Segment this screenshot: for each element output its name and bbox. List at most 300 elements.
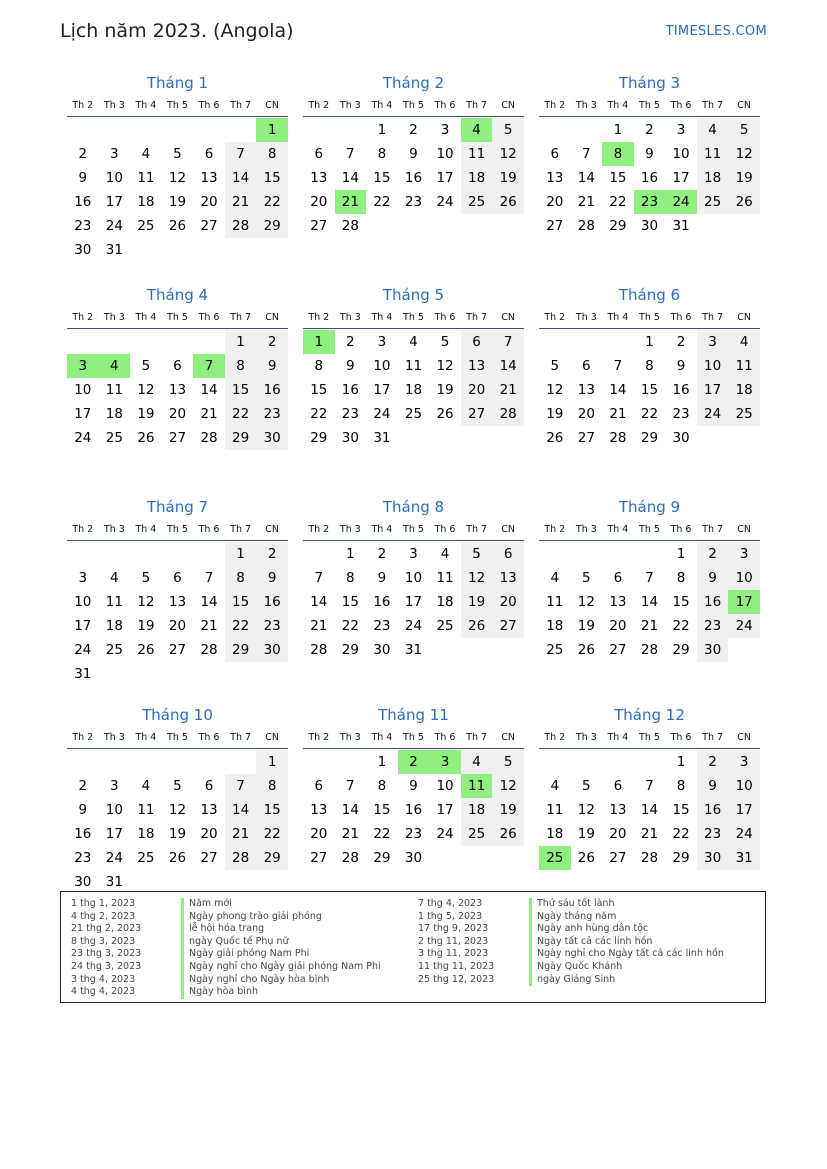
day-cell[interactable]: 20 <box>577 406 595 422</box>
day-cell[interactable]: 1 <box>225 330 257 354</box>
day-cell[interactable]: 24 <box>728 614 760 638</box>
day-cell[interactable]: 16 <box>256 378 288 402</box>
day-cell[interactable]: 14 <box>341 170 359 186</box>
day-cell[interactable]: 10 <box>105 170 123 186</box>
day-cell[interactable]: 14 <box>577 170 595 186</box>
day-cell[interactable]: 25 <box>546 642 564 658</box>
day-cell[interactable]: 18 <box>436 594 454 610</box>
day-cell[interactable]: 20 <box>310 194 328 210</box>
day-cell[interactable]: 9 <box>697 774 729 798</box>
day-cell[interactable]: 22 <box>256 190 288 214</box>
day-cell[interactable]: 5 <box>492 118 524 142</box>
day-cell[interactable]: 21 <box>609 406 627 422</box>
day-cell[interactable]: 22 <box>672 618 690 634</box>
day-cell[interactable]: 2 <box>256 330 288 354</box>
day-cell[interactable]: 25 <box>697 190 729 214</box>
day-cell[interactable]: 15 <box>373 802 391 818</box>
day-cell[interactable]: 28 <box>200 430 218 446</box>
day-cell[interactable]: 8 <box>377 146 387 162</box>
day-cell[interactable]: 25 <box>461 822 493 846</box>
day-cell[interactable]: 20 <box>461 378 493 402</box>
day-cell[interactable]: 27 <box>310 850 328 866</box>
day-cell[interactable]: 2 <box>256 542 288 566</box>
day-cell[interactable]: 12 <box>546 382 564 398</box>
day-cell[interactable]: 26 <box>728 190 760 214</box>
day-cell[interactable]: 30 <box>373 642 391 658</box>
day-cell[interactable]: 31 <box>74 666 92 682</box>
day-cell[interactable]: 16 <box>640 170 659 186</box>
day-cell[interactable]: 15 <box>640 382 659 398</box>
day-cell[interactable]: 14 <box>225 166 257 190</box>
day-cell[interactable]: 7 <box>225 774 257 798</box>
holiday-day-cell[interactable]: 11 <box>461 774 493 798</box>
day-cell[interactable]: 28 <box>492 402 524 426</box>
day-cell[interactable]: 11 <box>546 802 564 818</box>
day-cell[interactable]: 2 <box>377 546 387 562</box>
day-cell[interactable]: 17 <box>672 170 690 186</box>
day-cell[interactable]: 4 <box>550 570 560 586</box>
day-cell[interactable]: 8 <box>377 778 387 794</box>
day-cell[interactable]: 15 <box>672 802 690 818</box>
day-cell[interactable]: 7 <box>645 570 654 586</box>
day-cell[interactable]: 28 <box>225 214 257 238</box>
day-cell[interactable]: 29 <box>672 850 690 866</box>
day-cell[interactable]: 10 <box>436 146 454 162</box>
day-cell[interactable]: 27 <box>609 642 627 658</box>
day-cell[interactable]: 18 <box>137 826 155 842</box>
day-cell[interactable]: 23 <box>697 614 729 638</box>
day-cell[interactable]: 15 <box>373 170 391 186</box>
day-cell[interactable]: 15 <box>672 594 690 610</box>
holiday-day-cell[interactable]: 4 <box>461 118 493 142</box>
day-cell[interactable]: 23 <box>256 402 288 426</box>
day-cell[interactable]: 11 <box>137 170 155 186</box>
day-cell[interactable]: 15 <box>256 798 288 822</box>
day-cell[interactable]: 6 <box>204 778 214 794</box>
day-cell[interactable]: 10 <box>373 358 391 374</box>
day-cell[interactable]: 7 <box>346 778 355 794</box>
day-cell[interactable]: 16 <box>672 382 690 398</box>
day-cell[interactable]: 28 <box>310 642 328 658</box>
day-cell[interactable]: 15 <box>609 170 627 186</box>
day-cell[interactable]: 11 <box>137 802 155 818</box>
day-cell[interactable]: 21 <box>577 194 595 210</box>
day-cell[interactable]: 27 <box>546 218 564 234</box>
day-cell[interactable]: 13 <box>609 594 627 610</box>
day-cell[interactable]: 15 <box>256 166 288 190</box>
day-cell[interactable]: 4 <box>697 118 729 142</box>
holiday-day-cell[interactable]: 24 <box>665 190 697 214</box>
day-cell[interactable]: 4 <box>461 750 493 774</box>
day-cell[interactable]: 5 <box>582 778 591 794</box>
day-cell[interactable]: 19 <box>168 194 187 210</box>
day-cell[interactable]: 24 <box>373 406 391 422</box>
day-cell[interactable]: 27 <box>200 850 218 866</box>
holiday-day-cell[interactable]: 21 <box>335 190 367 214</box>
day-cell[interactable]: 4 <box>141 778 151 794</box>
day-cell[interactable]: 26 <box>546 430 564 446</box>
day-cell[interactable]: 2 <box>697 542 729 566</box>
day-cell[interactable]: 16 <box>373 594 391 610</box>
day-cell[interactable]: 17 <box>436 170 454 186</box>
day-cell[interactable]: 16 <box>697 798 729 822</box>
day-cell[interactable]: 24 <box>697 402 729 426</box>
day-cell[interactable]: 8 <box>645 358 654 374</box>
day-cell[interactable]: 1 <box>225 542 257 566</box>
day-cell[interactable]: 8 <box>346 570 355 586</box>
day-cell[interactable]: 9 <box>645 146 654 162</box>
day-cell[interactable]: 30 <box>672 430 690 446</box>
day-cell[interactable]: 7 <box>204 570 214 586</box>
day-cell[interactable]: 9 <box>78 802 88 818</box>
day-cell[interactable]: 31 <box>404 642 423 658</box>
day-cell[interactable]: 17 <box>373 382 391 398</box>
holiday-day-cell[interactable]: 23 <box>634 190 666 214</box>
day-cell[interactable]: 7 <box>225 142 257 166</box>
day-cell[interactable]: 18 <box>461 798 493 822</box>
day-cell[interactable]: 28 <box>640 642 659 658</box>
day-cell[interactable]: 30 <box>697 846 729 870</box>
day-cell[interactable]: 12 <box>577 802 595 818</box>
day-cell[interactable]: 3 <box>440 122 450 138</box>
day-cell[interactable]: 14 <box>200 594 218 610</box>
day-cell[interactable]: 19 <box>577 618 595 634</box>
day-cell[interactable]: 14 <box>640 802 659 818</box>
day-cell[interactable]: 22 <box>373 194 391 210</box>
day-cell[interactable]: 22 <box>310 406 328 422</box>
day-cell[interactable]: 8 <box>256 142 288 166</box>
day-cell[interactable]: 28 <box>341 218 359 234</box>
day-cell[interactable]: 10 <box>436 778 454 794</box>
day-cell[interactable]: 27 <box>492 614 524 638</box>
day-cell[interactable]: 21 <box>640 618 659 634</box>
day-cell[interactable]: 26 <box>436 406 454 422</box>
day-cell[interactable]: 25 <box>105 430 123 446</box>
day-cell[interactable]: 8 <box>256 774 288 798</box>
day-cell[interactable]: 8 <box>225 566 257 590</box>
day-cell[interactable]: 19 <box>577 826 595 842</box>
day-cell[interactable]: 23 <box>404 194 423 210</box>
day-cell[interactable]: 22 <box>225 402 257 426</box>
day-cell[interactable]: 2 <box>676 334 686 350</box>
day-cell[interactable]: 1 <box>676 754 686 770</box>
day-cell[interactable]: 8 <box>676 570 686 586</box>
day-cell[interactable]: 2 <box>409 122 418 138</box>
day-cell[interactable]: 23 <box>404 826 423 842</box>
day-cell[interactable]: 20 <box>492 590 524 614</box>
day-cell[interactable]: 23 <box>697 822 729 846</box>
day-cell[interactable]: 7 <box>582 146 591 162</box>
day-cell[interactable]: 5 <box>173 778 182 794</box>
day-cell[interactable]: 12 <box>137 382 155 398</box>
day-cell[interactable]: 5 <box>141 358 151 374</box>
day-cell[interactable]: 5 <box>728 118 760 142</box>
day-cell[interactable]: 25 <box>105 642 123 658</box>
day-cell[interactable]: 17 <box>436 802 454 818</box>
day-cell[interactable]: 3 <box>676 122 686 138</box>
day-cell[interactable]: 4 <box>110 570 119 586</box>
day-cell[interactable]: 30 <box>74 242 92 258</box>
day-cell[interactable]: 1 <box>377 754 387 770</box>
day-cell[interactable]: 29 <box>640 430 659 446</box>
day-cell[interactable]: 26 <box>492 822 524 846</box>
day-cell[interactable]: 20 <box>200 194 218 210</box>
day-cell[interactable]: 5 <box>550 358 560 374</box>
day-cell[interactable]: 29 <box>256 214 288 238</box>
day-cell[interactable]: 6 <box>582 358 591 374</box>
day-cell[interactable]: 24 <box>105 850 123 866</box>
day-cell[interactable]: 23 <box>74 218 92 234</box>
day-cell[interactable]: 10 <box>697 354 729 378</box>
day-cell[interactable]: 4 <box>141 146 151 162</box>
day-cell[interactable]: 31 <box>728 846 760 870</box>
day-cell[interactable]: 14 <box>492 354 524 378</box>
day-cell[interactable]: 11 <box>461 142 493 166</box>
day-cell[interactable]: 21 <box>225 190 257 214</box>
day-cell[interactable]: 29 <box>225 426 257 450</box>
day-cell[interactable]: 25 <box>461 190 493 214</box>
day-cell[interactable]: 7 <box>314 570 324 586</box>
day-cell[interactable]: 27 <box>168 430 187 446</box>
day-cell[interactable]: 11 <box>436 570 454 586</box>
day-cell[interactable]: 6 <box>204 146 214 162</box>
day-cell[interactable]: 2 <box>78 146 88 162</box>
day-cell[interactable]: 18 <box>546 618 564 634</box>
day-cell[interactable]: 18 <box>697 166 729 190</box>
day-cell[interactable]: 12 <box>492 142 524 166</box>
day-cell[interactable]: 24 <box>436 194 454 210</box>
day-cell[interactable]: 24 <box>436 826 454 842</box>
day-cell[interactable]: 27 <box>609 850 627 866</box>
day-cell[interactable]: 16 <box>74 826 92 842</box>
day-cell[interactable]: 17 <box>74 618 92 634</box>
day-cell[interactable]: 10 <box>74 382 92 398</box>
day-cell[interactable]: 20 <box>310 826 328 842</box>
holiday-day-cell[interactable]: 3 <box>429 750 461 774</box>
day-cell[interactable]: 11 <box>105 594 123 610</box>
day-cell[interactable]: 30 <box>404 850 423 866</box>
day-cell[interactable]: 30 <box>697 638 729 662</box>
day-cell[interactable]: 4 <box>440 546 450 562</box>
day-cell[interactable]: 18 <box>546 826 564 842</box>
day-cell[interactable]: 29 <box>341 642 359 658</box>
day-cell[interactable]: 21 <box>200 406 218 422</box>
day-cell[interactable]: 9 <box>676 358 686 374</box>
day-cell[interactable]: 19 <box>546 406 564 422</box>
day-cell[interactable]: 21 <box>310 618 328 634</box>
day-cell[interactable]: 24 <box>404 618 423 634</box>
day-cell[interactable]: 1 <box>346 546 355 562</box>
day-cell[interactable]: 12 <box>492 774 524 798</box>
day-cell[interactable]: 29 <box>256 846 288 870</box>
day-cell[interactable]: 28 <box>577 218 595 234</box>
day-cell[interactable]: 20 <box>609 618 627 634</box>
day-cell[interactable]: 23 <box>74 850 92 866</box>
day-cell[interactable]: 12 <box>461 566 493 590</box>
day-cell[interactable]: 11 <box>105 382 123 398</box>
day-cell[interactable]: 22 <box>341 618 359 634</box>
day-cell[interactable]: 5 <box>582 570 591 586</box>
day-cell[interactable]: 14 <box>640 594 659 610</box>
day-cell[interactable]: 31 <box>672 218 690 234</box>
day-cell[interactable]: 23 <box>341 406 359 422</box>
day-cell[interactable]: 3 <box>110 778 119 794</box>
day-cell[interactable]: 21 <box>225 822 257 846</box>
day-cell[interactable]: 9 <box>256 354 288 378</box>
day-cell[interactable]: 17 <box>697 378 729 402</box>
day-cell[interactable]: 3 <box>697 330 729 354</box>
site-link[interactable]: TIMESLES.COM <box>665 24 767 39</box>
day-cell[interactable]: 23 <box>373 618 391 634</box>
day-cell[interactable]: 14 <box>200 382 218 398</box>
day-cell[interactable]: 14 <box>609 382 627 398</box>
holiday-day-cell[interactable]: 4 <box>99 354 131 378</box>
day-cell[interactable]: 1 <box>613 122 623 138</box>
day-cell[interactable]: 15 <box>225 590 257 614</box>
day-cell[interactable]: 15 <box>341 594 359 610</box>
day-cell[interactable]: 21 <box>640 826 659 842</box>
day-cell[interactable]: 18 <box>105 406 123 422</box>
day-cell[interactable]: 29 <box>310 430 328 446</box>
day-cell[interactable]: 30 <box>74 874 92 890</box>
day-cell[interactable]: 30 <box>256 638 288 662</box>
day-cell[interactable]: 4 <box>550 778 560 794</box>
day-cell[interactable]: 9 <box>256 566 288 590</box>
day-cell[interactable]: 8 <box>225 354 257 378</box>
holiday-day-cell[interactable]: 2 <box>398 750 430 774</box>
day-cell[interactable]: 26 <box>492 190 524 214</box>
day-cell[interactable]: 22 <box>609 194 627 210</box>
day-cell[interactable]: 11 <box>697 142 729 166</box>
day-cell[interactable]: 11 <box>546 594 564 610</box>
day-cell[interactable]: 1 <box>256 750 288 774</box>
day-cell[interactable]: 22 <box>672 826 690 842</box>
holiday-day-cell[interactable]: 1 <box>256 118 288 142</box>
day-cell[interactable]: 21 <box>200 618 218 634</box>
day-cell[interactable]: 6 <box>461 330 493 354</box>
day-cell[interactable]: 12 <box>168 170 187 186</box>
day-cell[interactable]: 6 <box>173 358 182 374</box>
day-cell[interactable]: 29 <box>672 642 690 658</box>
day-cell[interactable]: 17 <box>404 594 423 610</box>
day-cell[interactable]: 12 <box>577 594 595 610</box>
day-cell[interactable]: 24 <box>74 430 92 446</box>
day-cell[interactable]: 2 <box>346 334 355 350</box>
day-cell[interactable]: 7 <box>645 778 654 794</box>
day-cell[interactable]: 1 <box>676 546 686 562</box>
day-cell[interactable]: 7 <box>492 330 524 354</box>
day-cell[interactable]: 3 <box>409 546 418 562</box>
day-cell[interactable]: 6 <box>613 778 623 794</box>
holiday-day-cell[interactable]: 3 <box>67 354 99 378</box>
day-cell[interactable]: 27 <box>168 642 187 658</box>
day-cell[interactable]: 25 <box>137 218 155 234</box>
holiday-day-cell[interactable]: 17 <box>728 590 760 614</box>
day-cell[interactable]: 1 <box>377 122 387 138</box>
day-cell[interactable]: 13 <box>546 170 564 186</box>
day-cell[interactable]: 19 <box>168 826 187 842</box>
day-cell[interactable]: 30 <box>640 218 659 234</box>
day-cell[interactable]: 2 <box>645 122 654 138</box>
day-cell[interactable]: 18 <box>105 618 123 634</box>
day-cell[interactable]: 15 <box>225 378 257 402</box>
holiday-day-cell[interactable]: 1 <box>303 330 335 354</box>
day-cell[interactable]: 11 <box>728 354 760 378</box>
day-cell[interactable]: 31 <box>105 242 123 258</box>
day-cell[interactable]: 21 <box>341 826 359 842</box>
day-cell[interactable]: 20 <box>200 826 218 842</box>
day-cell[interactable]: 10 <box>404 570 423 586</box>
day-cell[interactable]: 19 <box>492 798 524 822</box>
day-cell[interactable]: 3 <box>78 570 88 586</box>
day-cell[interactable]: 30 <box>256 426 288 450</box>
day-cell[interactable]: 29 <box>373 850 391 866</box>
day-cell[interactable]: 2 <box>697 750 729 774</box>
day-cell[interactable]: 25 <box>137 850 155 866</box>
day-cell[interactable]: 6 <box>314 778 324 794</box>
day-cell[interactable]: 22 <box>256 822 288 846</box>
day-cell[interactable]: 12 <box>137 594 155 610</box>
day-cell[interactable]: 24 <box>105 218 123 234</box>
day-cell[interactable]: 6 <box>492 542 524 566</box>
day-cell[interactable]: 3 <box>728 750 760 774</box>
day-cell[interactable]: 27 <box>310 218 328 234</box>
day-cell[interactable]: 29 <box>609 218 627 234</box>
day-cell[interactable]: 9 <box>409 146 418 162</box>
day-cell[interactable]: 10 <box>105 802 123 818</box>
day-cell[interactable]: 21 <box>492 378 524 402</box>
day-cell[interactable]: 3 <box>110 146 119 162</box>
day-cell[interactable]: 18 <box>137 194 155 210</box>
day-cell[interactable]: 7 <box>346 146 355 162</box>
day-cell[interactable]: 3 <box>377 334 387 350</box>
day-cell[interactable]: 13 <box>609 802 627 818</box>
day-cell[interactable]: 9 <box>346 358 355 374</box>
day-cell[interactable]: 20 <box>546 194 564 210</box>
holiday-day-cell[interactable]: 8 <box>602 142 634 166</box>
day-cell[interactable]: 11 <box>404 358 423 374</box>
day-cell[interactable]: 13 <box>168 382 187 398</box>
day-cell[interactable]: 29 <box>225 638 257 662</box>
day-cell[interactable]: 27 <box>200 218 218 234</box>
day-cell[interactable]: 17 <box>74 406 92 422</box>
day-cell[interactable]: 12 <box>436 358 454 374</box>
day-cell[interactable]: 23 <box>256 614 288 638</box>
day-cell[interactable]: 19 <box>461 590 493 614</box>
holiday-day-cell[interactable]: 25 <box>539 846 571 870</box>
day-cell[interactable]: 13 <box>577 382 595 398</box>
day-cell[interactable]: 14 <box>341 802 359 818</box>
day-cell[interactable]: 16 <box>697 590 729 614</box>
day-cell[interactable]: 18 <box>461 166 493 190</box>
day-cell[interactable]: 28 <box>341 850 359 866</box>
day-cell[interactable]: 19 <box>137 406 155 422</box>
day-cell[interactable]: 19 <box>728 166 760 190</box>
day-cell[interactable]: 27 <box>577 430 595 446</box>
day-cell[interactable]: 28 <box>200 642 218 658</box>
day-cell[interactable]: 14 <box>225 798 257 822</box>
day-cell[interactable]: 6 <box>314 146 324 162</box>
day-cell[interactable]: 22 <box>225 614 257 638</box>
day-cell[interactable]: 13 <box>310 802 328 818</box>
day-cell[interactable]: 2 <box>78 778 88 794</box>
day-cell[interactable]: 1 <box>645 334 654 350</box>
day-cell[interactable]: 10 <box>728 774 760 798</box>
day-cell[interactable]: 26 <box>461 614 493 638</box>
day-cell[interactable]: 13 <box>310 170 328 186</box>
day-cell[interactable]: 5 <box>141 570 151 586</box>
day-cell[interactable]: 26 <box>137 430 155 446</box>
